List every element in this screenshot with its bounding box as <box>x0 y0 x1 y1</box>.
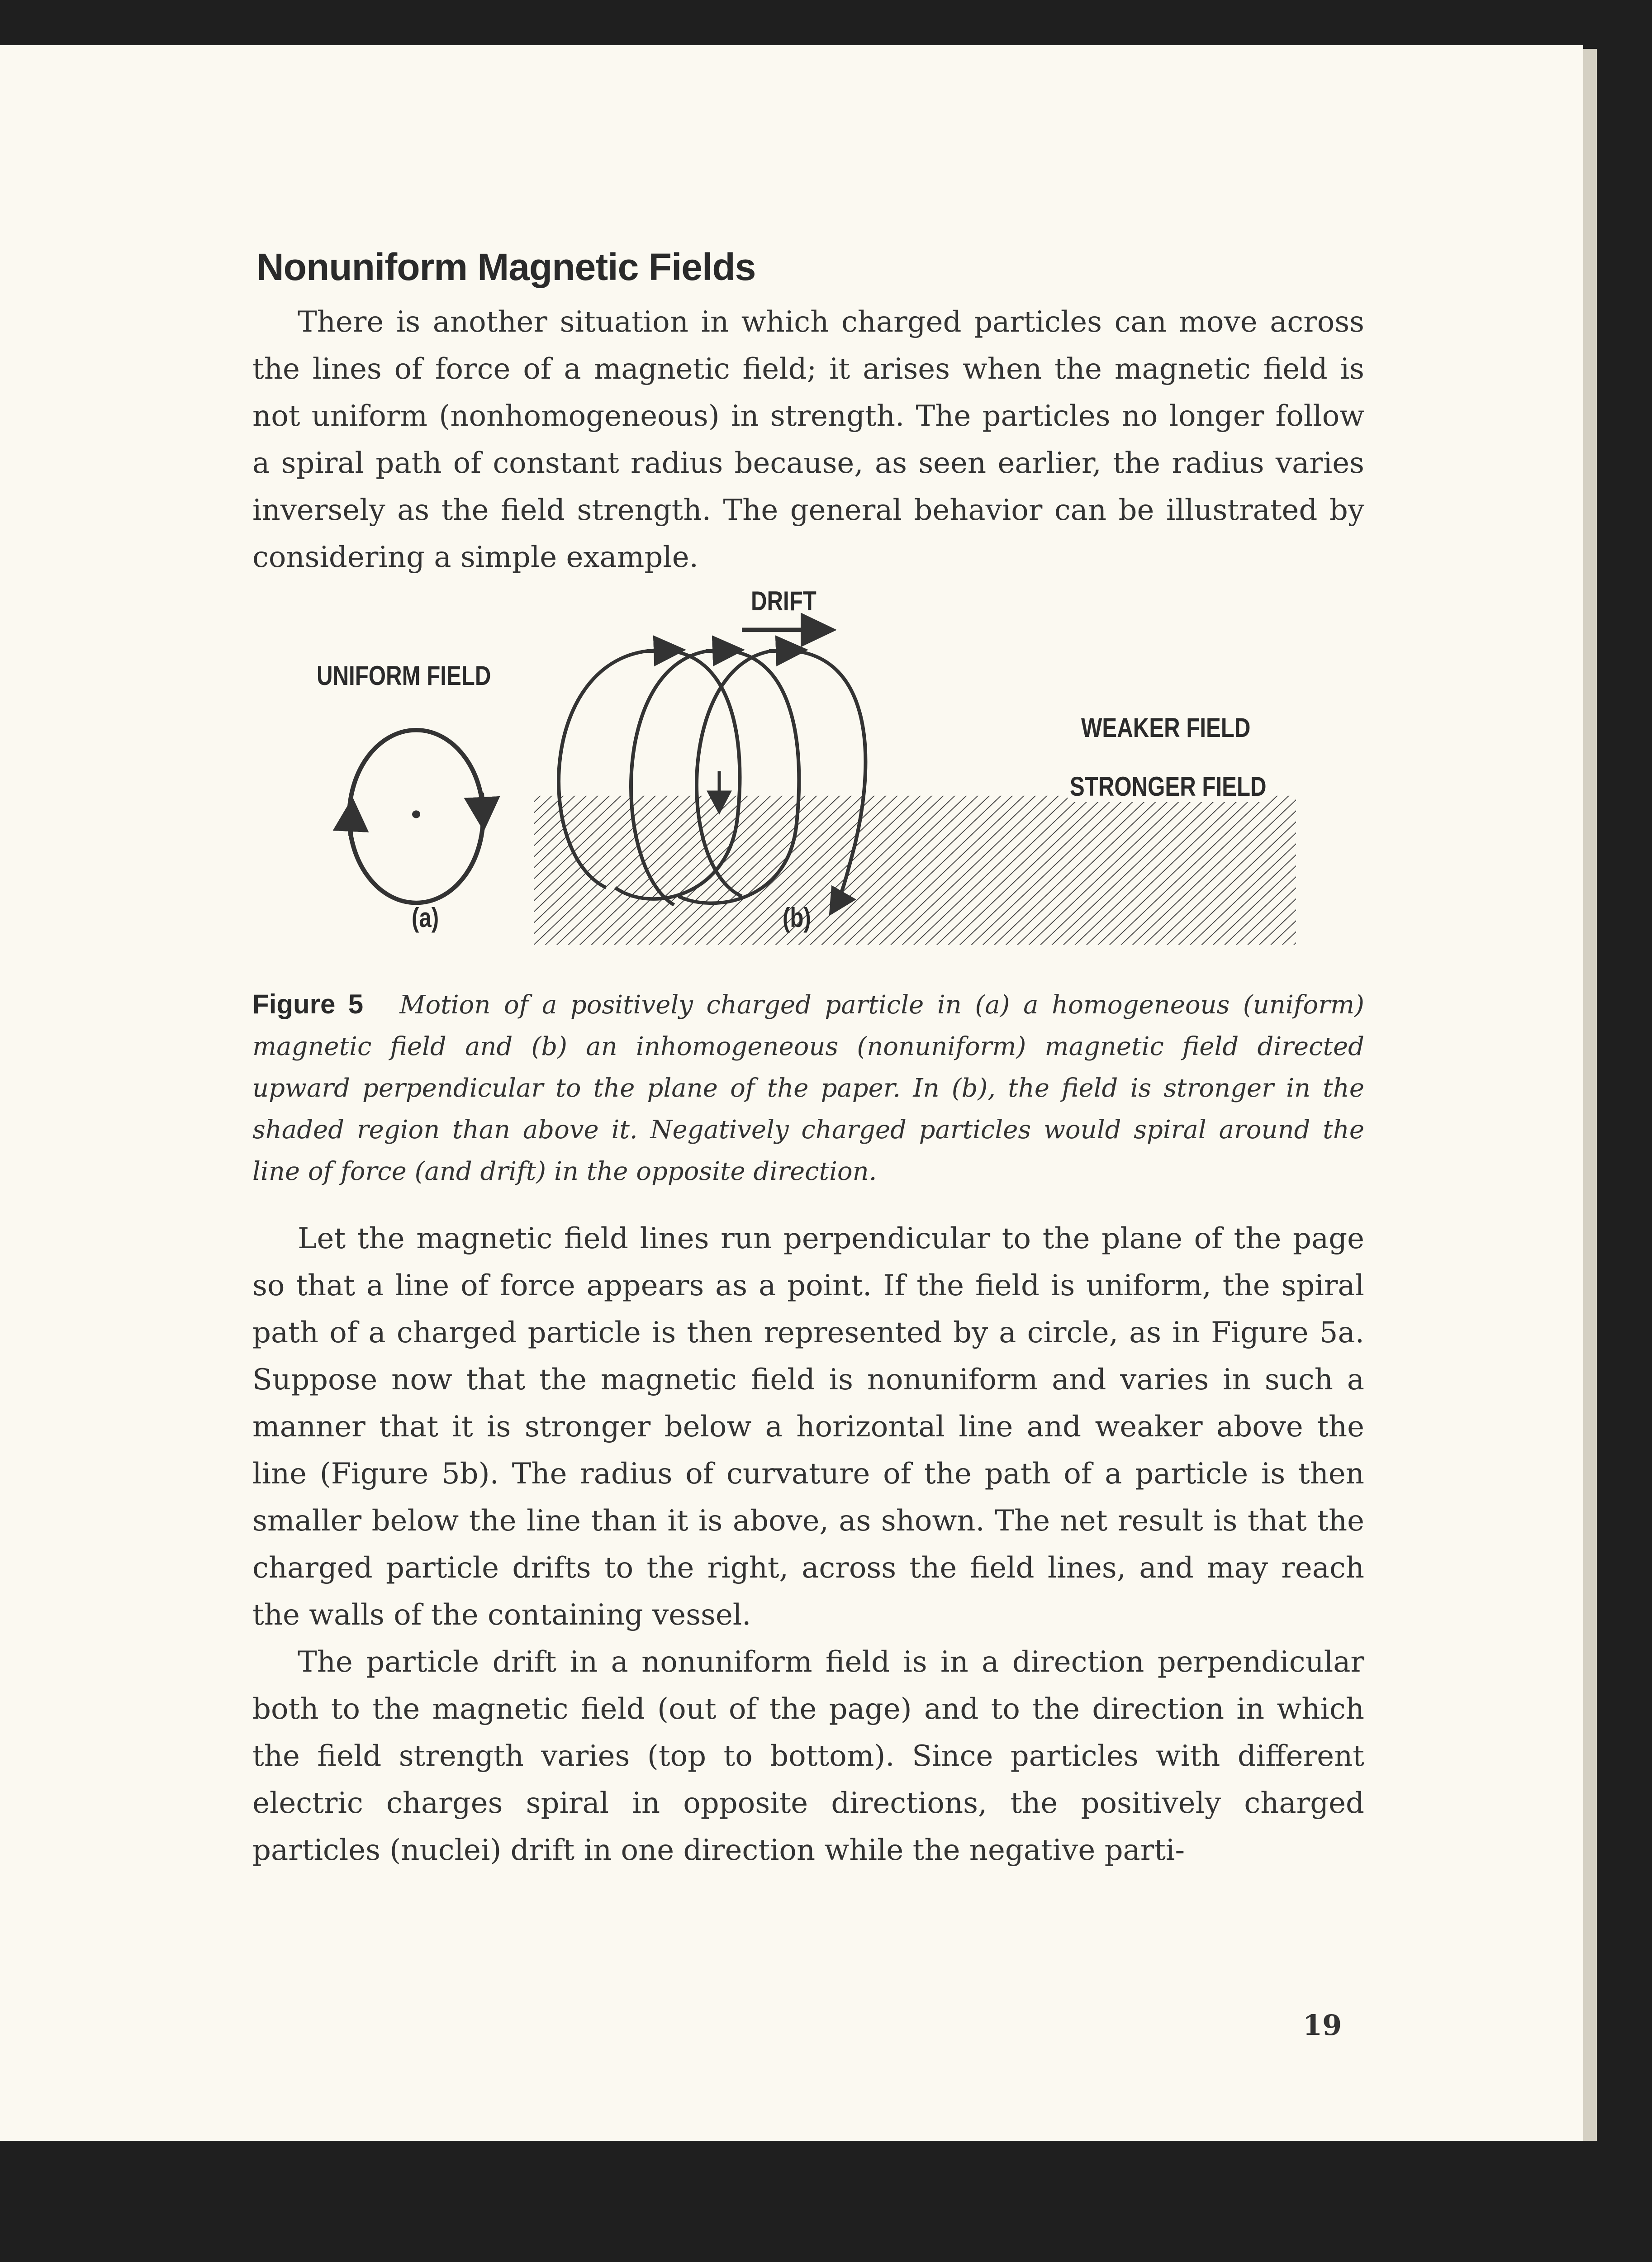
section-heading: Nonuniform Magnetic Fields <box>256 246 756 288</box>
background-margin <box>0 2141 1652 2186</box>
paragraph-drift-text: The particle drift in a nonuniform field is in a direction perpendicular both to the magnetic field (out of the page) and to the direction in which the field strength varies (top to bottom). Since particles with different electric charges spiral in opposite directions, the positively charged particles (nuclei) drift in one direction while the negative parti- <box>252 1645 1364 1867</box>
paragraph-drift <box>252 1639 1364 1874</box>
paragraph-intro <box>252 299 1364 581</box>
panel-a-label: (a) <box>412 903 439 933</box>
orbit-arrow-up <box>351 810 352 836</box>
uniform-field-label: UNIFORM FIELD <box>317 661 491 691</box>
figure-number: Figure 5 <box>252 989 364 1019</box>
field-line-dot <box>412 810 420 818</box>
loop-arrow-top-2 <box>706 650 733 651</box>
orbit-arrow-down <box>482 793 483 818</box>
weaker-field-label: WEAKER FIELD <box>1081 713 1251 743</box>
stronger-field-label: STRONGER FIELD <box>1068 771 1268 802</box>
figure-5 <box>253 585 1366 965</box>
panel-b-label: (b) <box>783 903 811 933</box>
loop-arrow-top-3 <box>769 650 796 651</box>
paragraph-uniform-field-text: Let the magnetic field lines run perpendicular to the plane of the page so that a line of force appears as a point. If the field is uniform, the spiral path of a charged particle is then represented by a circle, as in Figure 5a. Suppose now that the magnetic field is nonuniform and varies in such a manner that it is stronger below a horizontal line and weaker above the line (Figure 5b). The radius of curvature of the path of a particle is then smaller below the line than it is above, as shown. The net result is that the charged particle drifts to the right, across the field lines, and may reach the walls of the containing vessel. <box>252 1222 1364 1632</box>
loop-arrow-top-1 <box>647 650 674 651</box>
figure-caption <box>252 984 1364 1193</box>
page-edge <box>1583 49 1597 2141</box>
drift-label: DRIFT <box>751 586 817 616</box>
page-number: 19 <box>1303 2009 1342 2042</box>
book-page <box>0 45 1583 2141</box>
page-content <box>252 244 1364 2041</box>
paragraph-intro-text: There is another situation in which charged particles can move across the lines of force of a magnetic field; it arises when the magnetic field is not uniform (nonhomogeneous) in strength. The particles no longer follow a spiral path of constant radius because, as seen earlier, the radius varies inversely as the field strength. The general behavior can be illustrated by considering a simple example. <box>252 305 1364 574</box>
paragraph-uniform-field <box>252 1215 1364 1639</box>
caption-text: Motion of a positively charged particle in (a) a homogeneous (uniform) magnetic field and (b) an inhomogeneous (nonuniform) magnetic field directed upward perpendicular to the plane of the paper. In (b), the field is stronger in the shaded region than above it. Negatively charged particles would spiral around the line of force (and drift) in the opposite direction. <box>252 990 1364 1186</box>
